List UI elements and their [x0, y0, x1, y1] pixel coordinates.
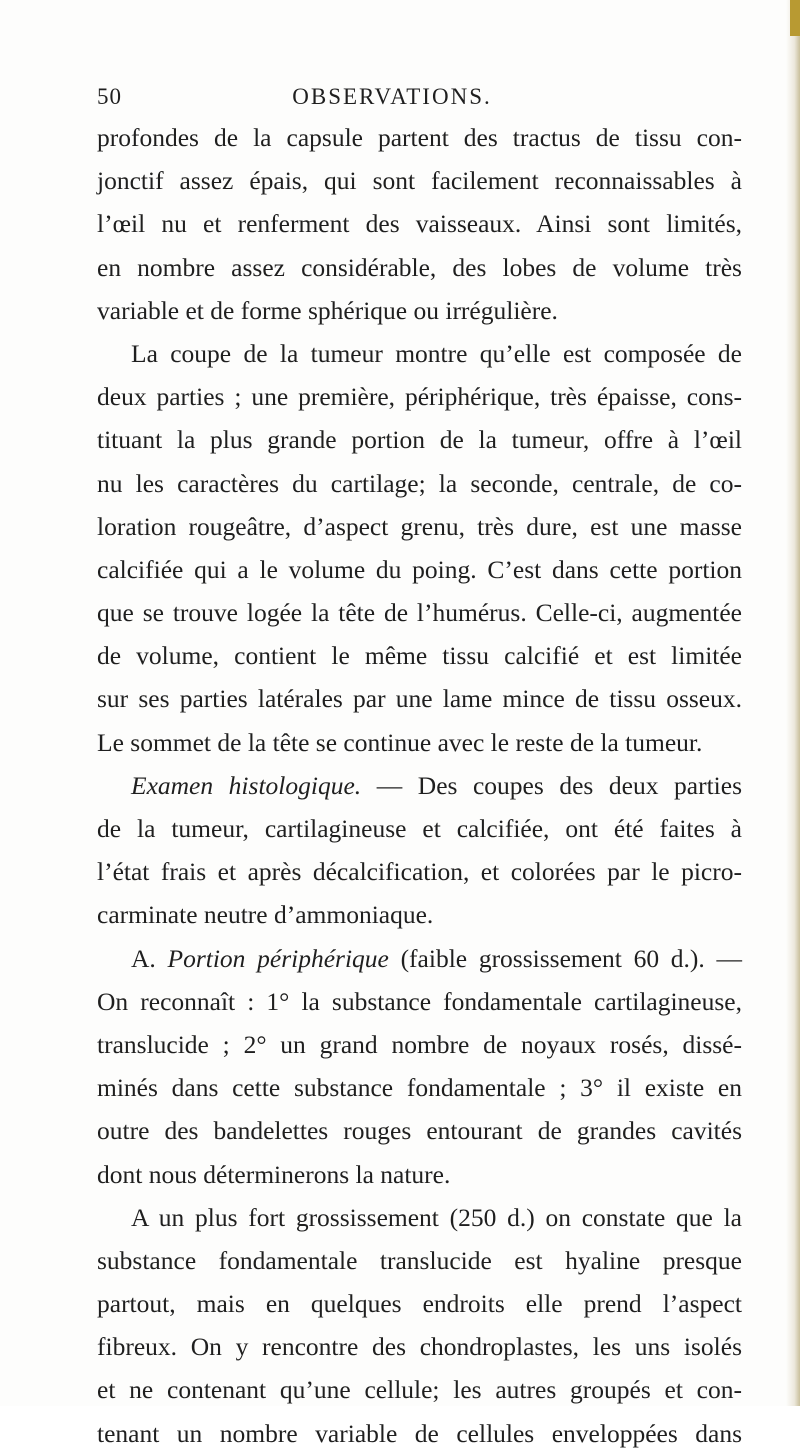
running-title: OBSERVATIONS.: [292, 84, 492, 109]
page-number: 50: [97, 84, 122, 109]
text-line: calcifiée qui a le volume du poing. C’est dans cette portion: [97, 554, 742, 584]
page-edge-tab: [790, 0, 800, 36]
text-line: sur ses parties latérales par une lame mince de tissu osseux.: [97, 684, 742, 714]
text-line: jonctif assez épais, qui sont facilement reconnaissables à: [97, 166, 742, 196]
text-line: Examen histologique. — Des coupes des deux parties: [131, 770, 743, 800]
text-line: partout, mais en quelques endroits elle prend l’aspect: [97, 1289, 742, 1319]
body-text: [97, 116, 742, 1455]
text-line: de volume, contient le même tissu calcifié et est limitée: [97, 641, 742, 671]
text-line: nu les caractères du cartilage; la seconde, centrale, de co-: [97, 468, 742, 498]
text-line: La coupe de la tumeur montre qu’elle est composée de: [131, 338, 742, 368]
text-line: deux parties ; une première, périphérique, très épaisse, cons-: [97, 382, 742, 412]
text-line: A. Portion périphérique (faible grossissement 60 d.). —: [131, 943, 743, 973]
text-line: que se trouve logée la tête de l’humérus. Celle-ci, augmentée: [97, 598, 742, 628]
text-line: et ne contenant qu’une cellule; les autres groupés et con-: [97, 1375, 742, 1405]
text-line: l’œil nu et renferment des vaisseaux. Ainsi sont limités,: [97, 209, 742, 239]
text-line: de la tumeur, cartilagineuse et calcifiée, ont été faites à: [97, 814, 742, 843]
text-line: profondes de la capsule partent des tractus de tissu con-: [97, 123, 742, 152]
text-line: loration rougeâtre, d’aspect grenu, très dure, est une masse: [97, 511, 742, 541]
italic-heading: Portion périphérique: [167, 943, 389, 973]
text-line: l’état frais et après décalcification, et colorées par le picro-: [97, 857, 742, 887]
page-edge-shadow: [786, 0, 800, 1406]
italic-heading: Examen histologique.: [131, 770, 362, 800]
running-header: [97, 84, 737, 116]
text-line: en nombre assez considérable, des lobes de volume très: [97, 252, 742, 282]
text-line: translucide ; 2° un grand nombre de noyaux rosés, dissé-: [97, 1029, 742, 1059]
text-line: On reconnaît : 1° la substance fondamentale cartilagineuse,: [97, 986, 742, 1016]
text-line: substance fondamentale translucide est hyaline presque: [97, 1245, 742, 1275]
text-line: A un plus fort grossissement (250 d.) on constate que la: [131, 1202, 742, 1232]
text-line: outre des bandelettes rouges entourant de grandes cavités: [97, 1116, 742, 1146]
text-line: fibreux. On y rencontre des chondroplastes, les uns isolés: [97, 1332, 742, 1362]
text-line: dont nous déterminerons la nature.: [97, 1159, 451, 1189]
text-line: carminate neutre d’ammoniaque.: [97, 900, 434, 930]
text-line: tituant la plus grande portion de la tumeur, offre à l’œil: [97, 425, 742, 455]
text-line: tenant un nombre variable de cellules enveloppées dans: [97, 1418, 742, 1448]
text-line: minés dans cette substance fondamentale ; 3° il existe en: [97, 1073, 742, 1103]
text-line: variable et de forme sphérique ou irrégulière.: [97, 295, 558, 325]
text-line: Le sommet de la tête se continue avec le reste de la tumeur.: [97, 727, 703, 757]
